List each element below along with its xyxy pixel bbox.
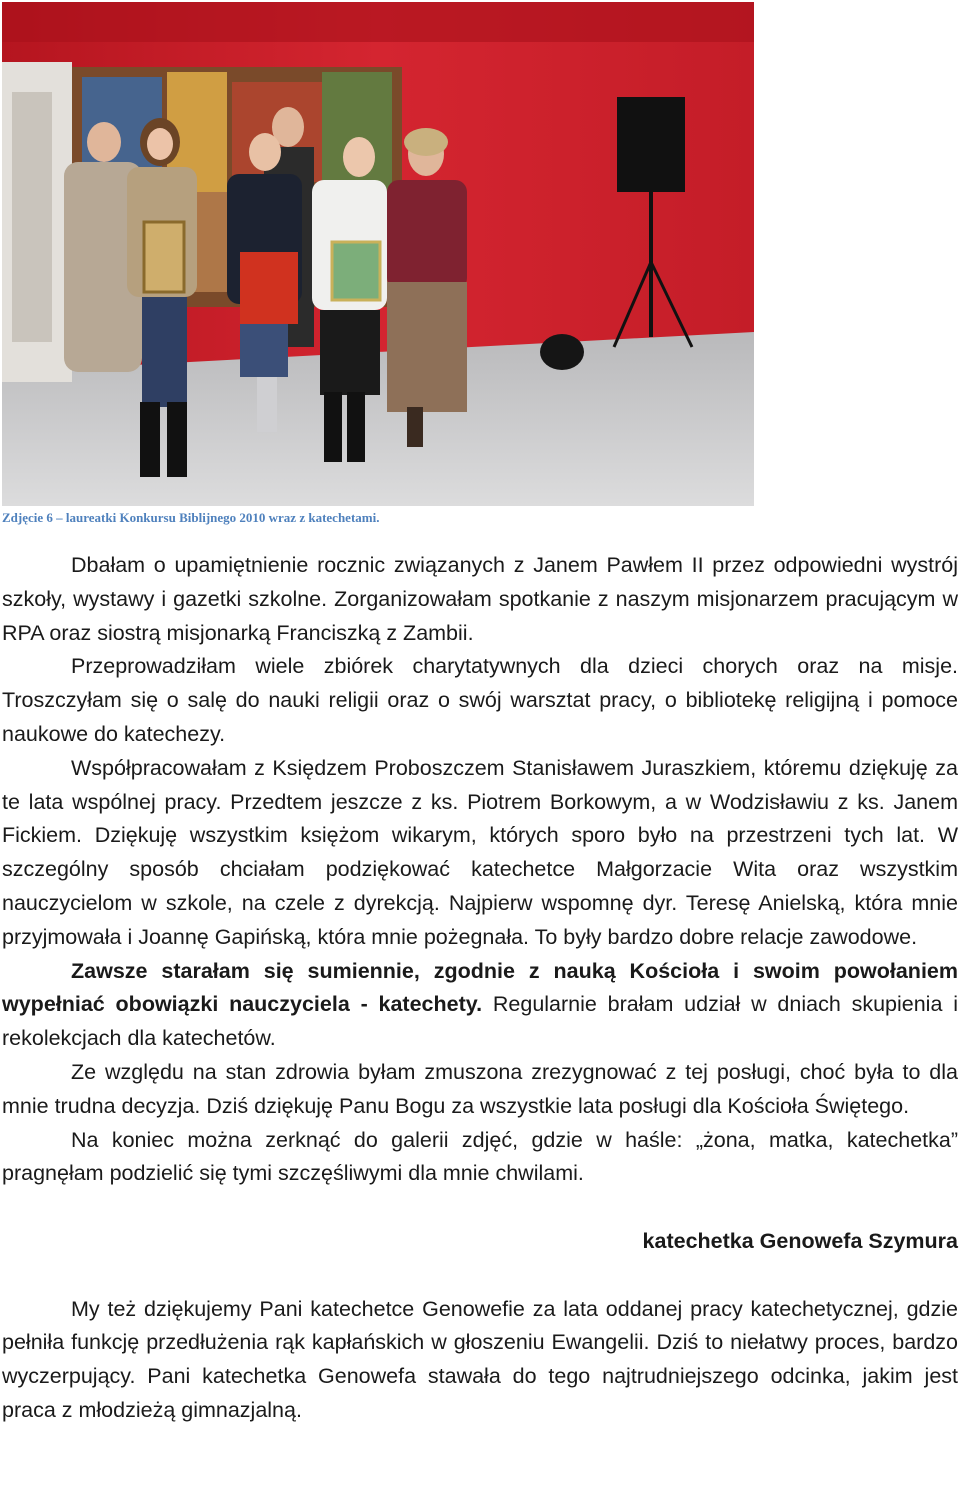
bold-statement: Zawsze starałam się sumiennie, zgodnie z nauką Kościoła i swoim powołaniem wypełniać obowiązki nauczyciela - katechety. xyxy=(2,958,958,1017)
group-photo-image xyxy=(2,2,754,506)
loudspeaker xyxy=(617,97,685,192)
paragraph-rest: Regularnie brałam udział w dniach skupienia i rekolekcjach dla katechetów. xyxy=(2,992,958,1051)
photo-caption: Zdjęcie 6 – laureatki Konkursu Biblijnego 2010 wraz z katechetami. xyxy=(2,510,380,525)
paragraph: Współpracowałam z Księdzem Proboszczem Stanisławem Juraszkiem, któremu dziękuję za te lata wspólnej pracy. Przedtem jeszcze z ks. Piotrem Borkowym, a w Wodzisławiu z ks. Janem Fickiem. Dziękuję wszystkim księżom wikarym, których sporo było na przestrzeni tych lat. W szczególny sposób chciałam podziękować katechetce Małgorzacie Wita oraz wszystkim nauczycielom w szkole, na czele z dyrekcją. Najpierw wspomnę dyr. Teresę Anielską, która mnie przyjmowała i Joannę Gapińską, która mnie pożegnała. To były bardzo dobre relacje zawodowe. xyxy=(2,755,958,949)
paragraph: Ze względu na stan zdrowia byłam zmuszona zrezygnować z tej posługi, choć była to dla mnie trudna decyzja. Dziś dziękuję Panu Bogu za wszystkie lata posługi dla Kościoła Świętego. xyxy=(2,1059,958,1118)
paragraph xyxy=(2,955,958,1056)
article-body xyxy=(2,549,958,1428)
author-signature: katechetka Genowefa Szymura xyxy=(642,1228,958,1253)
paragraph: Dbałam o upamiętnienie rocznic związanych z Janem Pawłem II przez odpowiedni wystrój szkoły, wystawy i gazetki szkolne. Zorganizowałam spotkanie z naszym misjonarzem pracującym w RPA oraz siostrą misjonarką Franciszką z Zambii. xyxy=(2,553,958,645)
paragraph: Przeprowadziłam wiele zbiórek charytatywnych dla dzieci chorych oraz na misje. Troszczyłam się o salę do nauki religii oraz o swój warsztat pracy, o bibliotekę religijną i pomoce naukowe do katechezy. xyxy=(2,654,958,746)
closing-paragraph: My też dziękujemy Pani katechetce Genowefie za lata oddanej pracy katechetycznej, gdzie pełniła funkcję przedłużenia rąk kapłańskich w głoszeniu Ewangelii. Dziś to niełatwy proces, bardzo wyczerpujący. Pani katechetka Genowefa stawała do tego najtrudniejszego odcinka, jakim jest praca z młodzieżą gimnazjalną. xyxy=(2,1296,958,1422)
group-photo xyxy=(2,2,754,506)
paragraph: Na koniec można zerknąć do galerii zdjęć, gdzie w haśle: „żona, matka, katechetka” pragnęłam podzielić się tymi szczęśliwymi dla mnie chwilami. xyxy=(2,1127,958,1186)
